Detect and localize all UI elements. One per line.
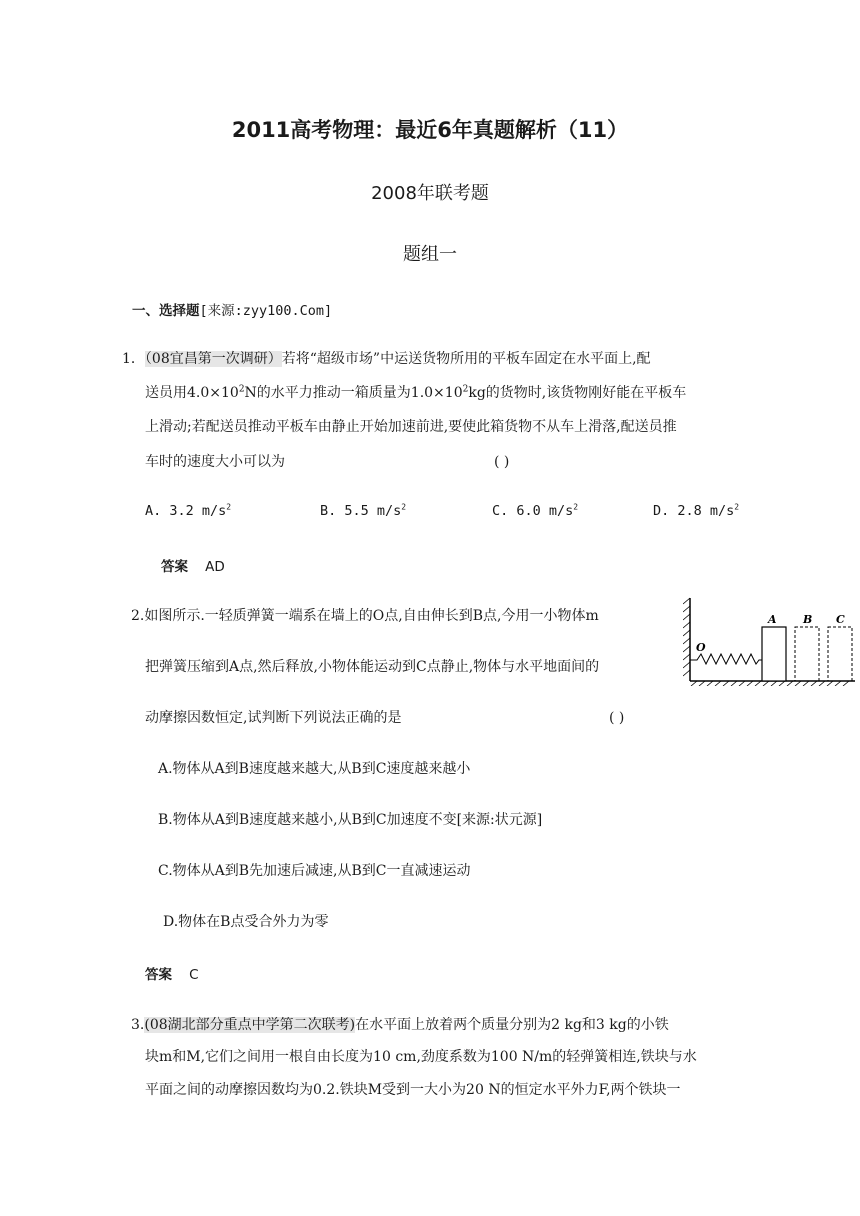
q1-line-4: 车时的速度大小可以为 <box>145 454 285 470</box>
q1-option-d: D. 2.8 $m/s^2$ <box>653 502 740 519</box>
q1-option-c: C. 6.0 $m/s^2$ <box>492 502 579 519</box>
label-c: C <box>836 613 845 626</box>
q1-answer <box>161 555 225 575</box>
q1-answer-paren: ( ) <box>494 454 510 470</box>
q3-source-tag: (08湖北部分重点中学第二次联考) <box>144 1017 356 1033</box>
q2-option-b: B.物体从A到B速度越来越小,从B到C加速度不变[来源:状元源] <box>158 812 543 828</box>
q3-line-3: 平面之间的动摩擦因数均为0.2.铁块M受到一大小为20 N的恒定水平外力F,两个铁块一 <box>145 1082 681 1098</box>
q1-number: 1． <box>122 351 145 367</box>
q2-option-d: D.物体在B点受合外力为零 <box>163 914 329 930</box>
question-group-heading: 题组一 <box>403 244 457 265</box>
q3-line-1: 3.(08湖北部分重点中学第二次联考)在水平面上放着两个质量分别为2 kg和3 kg的小铁 <box>131 1017 669 1033</box>
q1-option-b: B. 5.5 $m/s^2$ <box>320 502 407 519</box>
q2-option-c: C.物体从A到B先加速后减速,从B到C一直减速运动 <box>158 863 471 879</box>
q2-answer-paren: ( ) <box>609 710 625 726</box>
q2-answer <box>145 963 199 983</box>
spring-coil <box>690 654 762 664</box>
q1-answer-value: AD <box>205 559 225 575</box>
block-a <box>762 627 786 681</box>
page-subtitle: 2008年联考题 <box>371 183 489 204</box>
label-a: A <box>768 613 777 626</box>
q2-line-1: 2.如图所示.一轻质弹簧一端系在墙上的O点,自由伸长到B点,今用一小物体m <box>131 608 599 624</box>
q1-option-a: A. 3.2 $m/s^2$ <box>145 502 232 519</box>
block-c <box>828 627 852 681</box>
block-b <box>795 627 819 681</box>
wall-hatching <box>683 598 690 676</box>
q2-line-3: 动摩擦因数恒定,试判断下列说法正确的是 <box>145 710 402 726</box>
label-b: B <box>803 613 813 626</box>
q1-source-tag: （08宜昌第一次调研） <box>144 351 282 367</box>
q2-line-2: 把弹簧压缩到A点,然后释放,小物体能运动到C点静止,物体与水平地面间的 <box>145 659 600 675</box>
q1-line-1: 1．（08宜昌第一次调研）若将“超级市场”中运送货物所用的平板车固定在水平面上,配 <box>122 351 651 367</box>
q3-line-2: 块m和M,它们之间用一根自由长度为10 cm,劲度系数为100 N/m的轻弹簧相连,铁块与水 <box>145 1049 697 1065</box>
q1-line-2: 送员用$4.0\times 10^2N$的水平力推动一箱质量为$1.0\times 10^2kg$的货物时,该货物刚好能在平板车 <box>145 384 687 401</box>
page-title: 2011高考物理：最近6年真题解析（11） <box>231 118 629 142</box>
section-heading <box>132 299 332 319</box>
q1-answer-label: 答案 <box>161 559 188 575</box>
q1-line-3: 上滑动;若配送员推动平板车由静止开始加速前进,要使此箱货物不从车上滑落,配送员推 <box>145 419 677 435</box>
q2-option-a: A.物体从A到B速度越来越大,从B到C速度越来越小 <box>158 761 471 777</box>
spring-diagram <box>683 594 855 686</box>
q2-answer-value: C <box>189 967 199 983</box>
label-o: O <box>696 641 706 654</box>
q3-number: 3. <box>131 1017 145 1033</box>
q2-answer-label: 答案 <box>145 967 172 983</box>
section-source: [来源:zyy100.Com] <box>199 303 333 319</box>
section-label: 一、选择题 <box>132 303 200 319</box>
